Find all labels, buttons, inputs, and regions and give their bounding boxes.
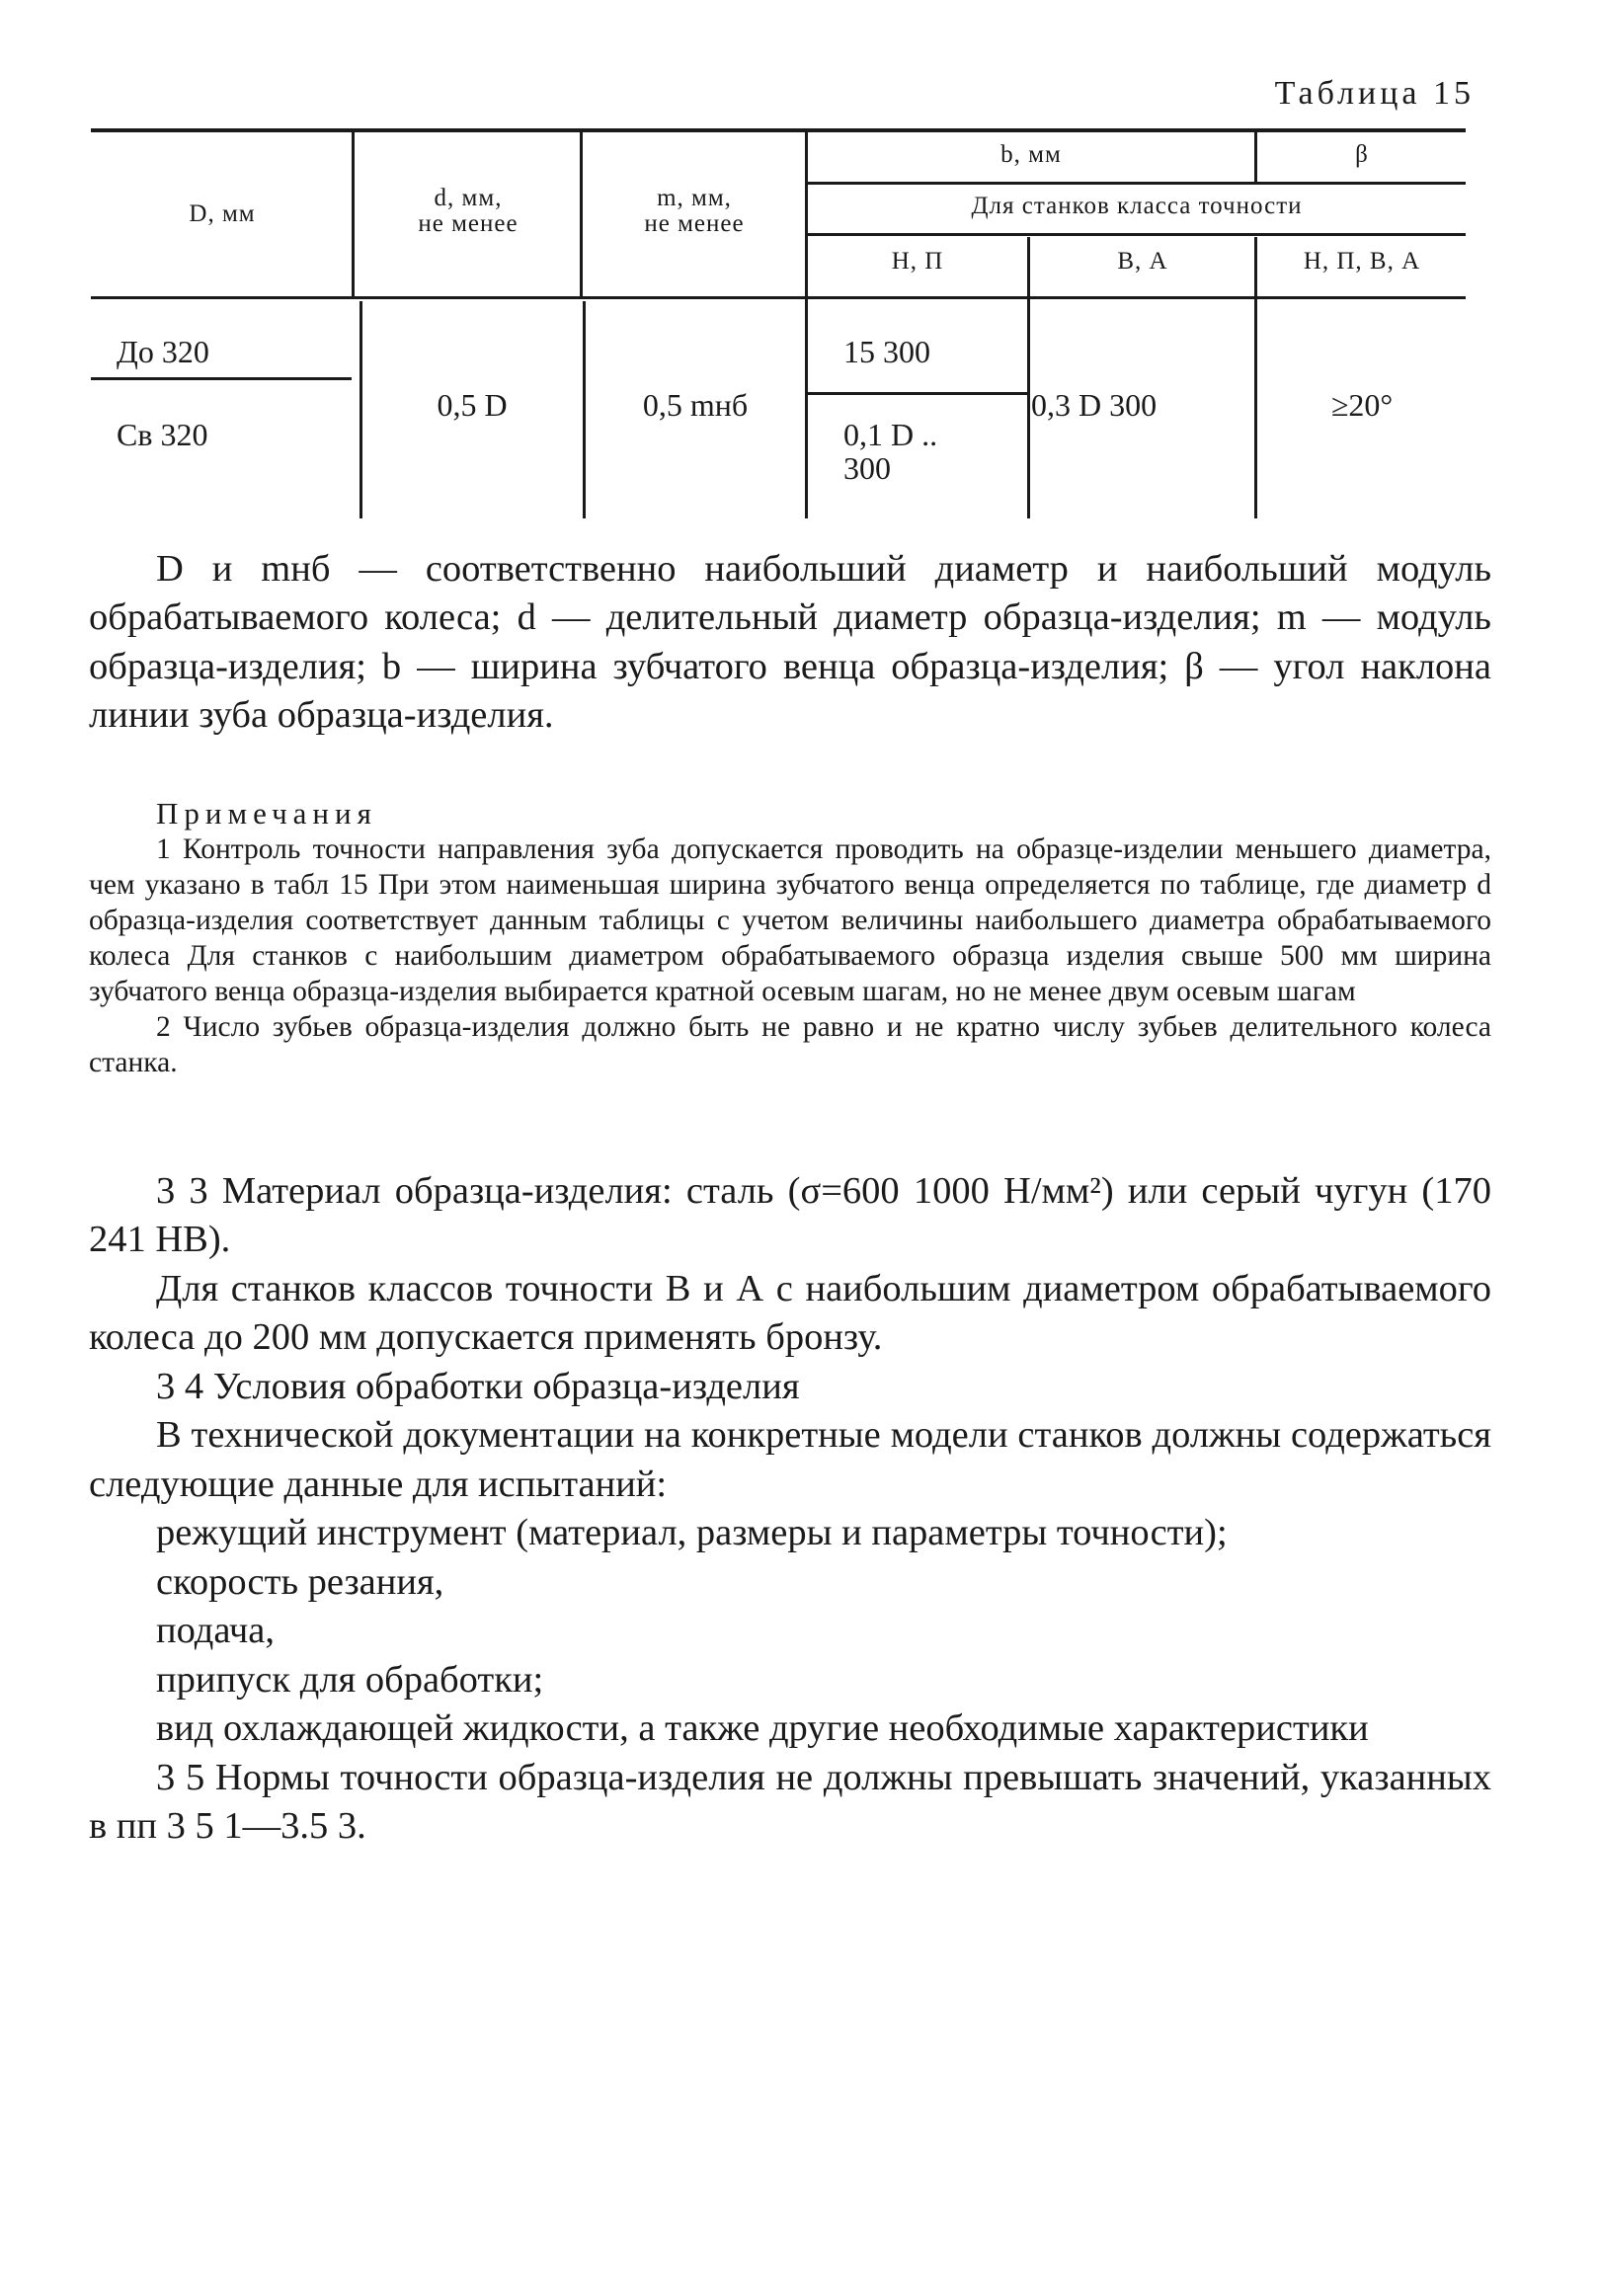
col-rule-3 — [805, 132, 808, 518]
b-np-row2-line2: 300 — [843, 449, 891, 486]
col-rule-1b — [360, 301, 362, 518]
paragraph-3-4-docs: В технической документации на конкретные модели станков должны содержаться следующие данные для испытаний: — [89, 1414, 1491, 1505]
header-class-np: Н, П — [891, 248, 944, 275]
b-np-row1: 15 300 — [843, 334, 930, 369]
row1-D: До 320 — [117, 334, 209, 369]
header-m-line1: m, мм, — [657, 185, 732, 211]
list-item-coolant: вид охлаждающей жидкости, а также другие необходимые характеристики — [156, 1707, 1369, 1750]
header-m — [585, 186, 804, 238]
d-value: 0,5 D — [437, 387, 508, 423]
header-class-npva: Н, П, В, А — [1303, 248, 1421, 275]
body-text — [89, 1167, 1491, 1852]
col-rule-4 — [1027, 237, 1030, 518]
list-item-speed: скорость резания, — [156, 1560, 444, 1603]
table-15 — [0, 0, 1598, 553]
header-rule-1 — [805, 182, 1466, 185]
list-item-feed: подача, — [156, 1610, 275, 1652]
col-rule-2h — [580, 132, 583, 296]
notes-heading: Примечания — [156, 796, 377, 831]
paragraph-3-3-bronze: Для станков классов точности В и А с наибольшим диаметром обрабатываемого колеса до 200 мм допускается применять бронзу. — [89, 1267, 1491, 1359]
header-bottom-rule — [91, 296, 1466, 299]
note-2: 2 Число зубьев образца-изделия должно быть не равно и не кратно числу зубьев делительного колеса станка. — [89, 1010, 1491, 1078]
header-beta: β — [1355, 141, 1369, 168]
notes — [89, 795, 1491, 1081]
m-value: 0,5 mнб — [642, 387, 749, 423]
b-va-value: 0,3 D 300 — [1031, 387, 1158, 423]
legend-paragraph: D и mнб — соответственно наибольший диаметр и наибольший модуль обрабатываемого колеса; d — делительный диаметр образца-изделия; m — модуль образца-изделия; b — ширина зубчатого венца образца-изделия; β — угол наклона линии зуба образца-изделия. — [89, 548, 1491, 737]
header-d-line2: не менее — [418, 210, 519, 238]
list-item-allowance: припуск для обработки; — [156, 1658, 544, 1701]
row-divider-d — [91, 377, 352, 380]
list-item-tool: режущий инструмент (материал, размеры и параметры точности); — [156, 1512, 1228, 1554]
table-legend — [89, 545, 1491, 741]
header-D: D, мм — [189, 200, 256, 227]
paragraph-3-3: 3 3 Материал образца-изделия: сталь (σ=600 1000 Н/мм²) или серый чугун (170 241 НВ). — [89, 1170, 1491, 1261]
b-np-row2-line1: 0,1 D .. — [843, 417, 938, 452]
header-rule-2 — [805, 233, 1466, 236]
note-1: 1 Контроль точности направления зуба допускается проводить на образце-изделии меньшего диаметра, чем указано в табл 15 При этом наименьшая ширина зубчатого венца определяется по таблице, где диаметр d образца-изделия соответствует данным таблицы с учетом величины наибольшего диаметра обрабатываемого колеса Для станков с наибольшим диаметром обрабатываемого образца изделия свыше 500 мм ширина зубчатого венца образца-изделия выбирается кратной осевым шагам, но не менее двум осевым шагам — [89, 832, 1491, 1007]
paragraph-3-5: 3 5 Нормы точности образца-изделия не должны превышать значений, указанных в пп 3 5 1—3.5 3. — [89, 1756, 1491, 1848]
paragraph-3-4: 3 4 Условия обработки образца-изделия — [156, 1365, 800, 1407]
b-np-row2 — [843, 419, 937, 485]
col-rule-1h — [352, 132, 355, 296]
row2-D: Св 320 — [117, 417, 208, 452]
header-b: b, мм — [1000, 141, 1062, 168]
table-top-rule — [91, 128, 1466, 132]
col-rule-2b — [583, 301, 586, 518]
header-class-va: В, А — [1117, 248, 1168, 275]
header-m-line2: не менее — [644, 210, 745, 238]
beta-value: ≥20° — [1330, 387, 1394, 423]
col-rule-5h — [1254, 132, 1257, 182]
col-rule-5b — [1254, 237, 1257, 518]
header-d-line1: d, мм, — [434, 185, 503, 211]
table-caption: Таблица 15 — [1274, 75, 1475, 112]
header-d — [358, 186, 579, 238]
header-machine-class: Для станков класса точности — [971, 193, 1303, 219]
row-divider-b — [805, 392, 1027, 395]
